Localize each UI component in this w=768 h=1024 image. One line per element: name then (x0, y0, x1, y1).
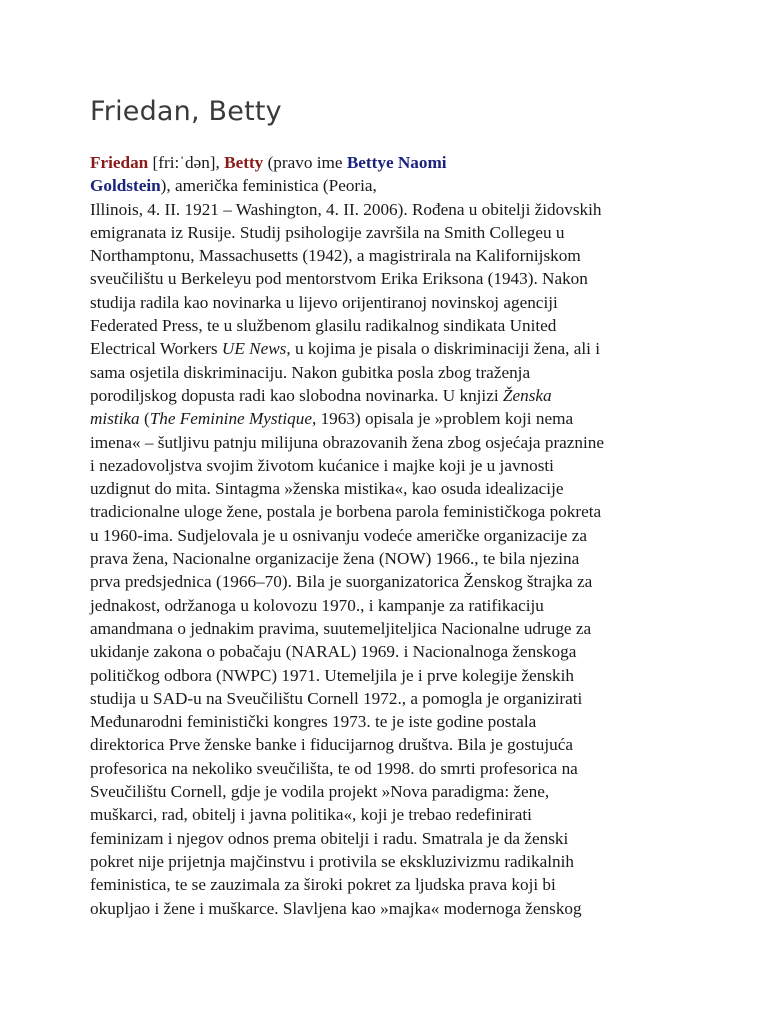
real-name-last: Goldstein (90, 176, 161, 196)
body-line: i nezadovoljstva svojim životom kućanice i majke koji je u javnosti (90, 455, 554, 475)
body-line: u 1960-ima. Sudjelovala je u osnivanju vodeće američke organizacije za (90, 525, 587, 545)
body-line: direktorica Prve ženske banke i fiducijarnog društva. Bila je gostujuća (90, 735, 574, 755)
body-line: jednakost, održanoga u kolovozu 1970., i kampanje za ratifikaciju (90, 595, 544, 615)
body-line: profesorica na nekoliko sveučilišta, te od 1998. do smrti profesorica na (90, 758, 578, 778)
body-line: Međunarodni feministički kongres 1973. te je iste godine postala (90, 712, 537, 732)
body-line: emigranata iz Rusije. Studij psihologije završila na Smith Collegeu u (90, 222, 565, 242)
body-line: muškarci, rad, obitelj i javna politika«, koji je trebao redefinirati (90, 805, 532, 825)
headword-given-name: Betty (224, 153, 264, 172)
real-name-first: Bettye Naomi (346, 153, 447, 172)
headword-surname: Friedan (90, 153, 149, 172)
book-title-english: The Feminine Mystique (149, 409, 312, 429)
body-line: studija radila kao novinarka u lijevo orijentiranoj novinskoj agenciji (90, 292, 558, 312)
article-body (90, 151, 690, 920)
book-title-croatian: Ženska (502, 385, 552, 405)
body-line: ukidanje zakona o pobačaju (NARAL) 1969. i Nacionalnoga ženskoga (90, 642, 577, 662)
body-line: političkog odbora (NWPC) 1971. Utemeljila je i prve kolegije ženskih (90, 665, 575, 685)
pronunciation: [fri:ˈdən], (148, 153, 225, 172)
body-line (90, 337, 690, 360)
body-line: feminizam i njegov odnos prema obitelji i radu. Smatrala je da ženski (90, 828, 569, 848)
publication-title: UE News (221, 339, 287, 359)
ue-suffix: , u kojima je pisala o diskriminaciji žena, ali i (286, 339, 600, 359)
book-title-croatian-cont: mistika (90, 409, 140, 429)
body-line: okupljao i žene i muškarce. Slavljena kao »majka« modernoga ženskog (90, 898, 582, 918)
book-mid: ( (139, 409, 150, 429)
body-line (90, 174, 690, 197)
body-line: Northamptonu, Massachusetts (1942), a magistrirala na Kalifornijskom (90, 246, 581, 266)
ue-prefix: Electrical Workers (90, 339, 222, 359)
body-line: tradicionalne uloge žene, postala je borbena parola feminističkoga pokreta (90, 502, 602, 522)
body-line: studija u SAD-u na Sveučilištu Cornell 1972., a pomogla je organizirati (90, 688, 583, 708)
body-line: Illinois, 4. II. 1921 – Washington, 4. II. 2006). Rođena u obitelji židovskih (90, 199, 602, 219)
book-suffix: , 1963) opisala je »problem koji nema (311, 409, 574, 429)
book-prefix: porodiljskog dopusta radi kao slobodna novinarka. U knjizi (90, 385, 503, 405)
body-line (90, 407, 690, 430)
body-line: amandmana o jednakim pravima, suutemeljiteljica Nacionalne udruge za (90, 618, 592, 638)
body-line: prva predsjednica (1966–70). Bila je suorganizatorica Ženskog štrajka za (90, 572, 593, 592)
intro-rest: ), američka feministica (Peoria, (160, 176, 377, 196)
body-line: sveučilištu u Berkeleyu pod mentorstvom Erika Eriksona (1943). Nakon (90, 269, 588, 289)
body-line: prava žena, Nacionalne organizacije žena (NOW) 1966., te bila njezina (90, 549, 580, 569)
body-line: Federated Press, te u službenom glasilu radikalnog sindikata United (90, 316, 557, 336)
body-line (90, 151, 690, 174)
realname-prefix: (pravo ime (263, 153, 347, 172)
body-line: Sveučilištu Cornell, gdje je vodila projekt »Nova paradigma: žene, (90, 782, 550, 802)
body-line: pokret nije prijetnja majčinstvu i protivila se ekskluzivizmu radikalnih (90, 851, 574, 871)
body-line: sama osjetila diskriminaciju. Nakon gubitka posla zbog traženja (90, 362, 531, 382)
body-line (90, 384, 690, 407)
body-line: uzdignut do mita. Sintagma »ženska mistika«, kao osuda idealizacije (90, 479, 564, 499)
body-line: feministica, te se zauzimala za široki pokret za ljudska prava koji bi (90, 875, 556, 895)
body-line: imena« – šutljivu patnju milijuna obrazovanih žena zbog osjećaja praznine (90, 432, 605, 452)
article-title: Friedan, Betty (90, 96, 282, 127)
